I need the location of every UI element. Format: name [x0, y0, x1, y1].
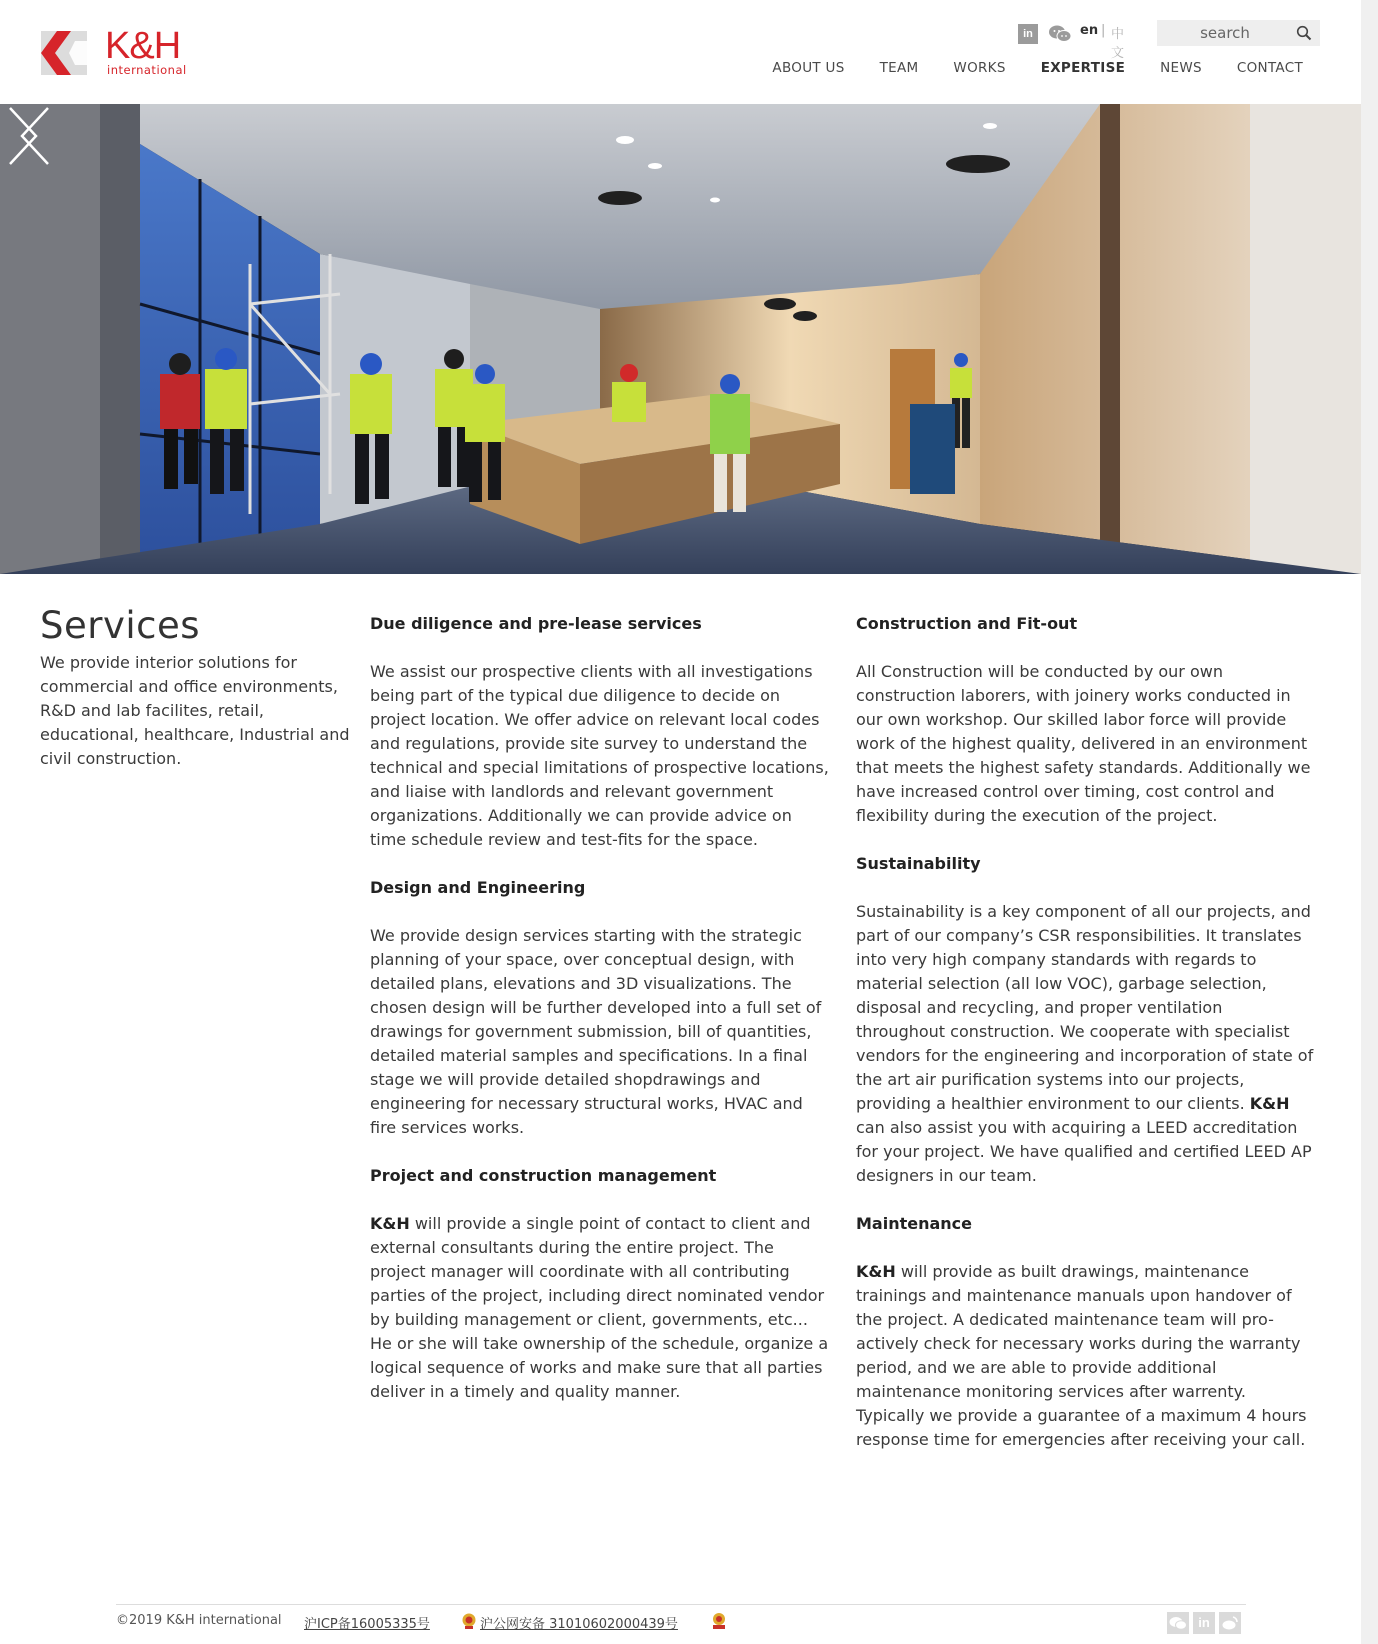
search-box — [1157, 20, 1320, 46]
section-body-text: will provide a single point of contact to client and external consultants during the entire project. The project manager will coordinate with all contributing parties of the project, including direct nominated vendor by building management or client, governments, etc... He or she will take ownership of the schedule, organize a logical sequence of works and make sure that all parties deliver in a timely and quality manner. — [370, 1214, 829, 1401]
nav-news[interactable]: NEWS — [1160, 60, 1202, 76]
section-design-engineering — [370, 876, 830, 1140]
linkedin-icon[interactable]: in — [1018, 24, 1038, 44]
hero-slider — [0, 104, 1361, 574]
section-title: Design and Engineering — [370, 878, 586, 897]
section-title: Sustainability — [856, 854, 981, 873]
brand-logo[interactable] — [41, 25, 191, 78]
brand-subtitle: international — [107, 63, 187, 77]
section-project-management — [370, 1164, 830, 1404]
brand-chevron-icon — [41, 31, 87, 75]
nav-works[interactable]: WORKS — [953, 60, 1006, 76]
lang-zh-link[interactable]: 中文 — [1111, 27, 1125, 61]
search-input[interactable] — [1165, 23, 1285, 43]
wechat-icon[interactable] — [1048, 24, 1072, 44]
section-title: Project and construction management — [370, 1166, 717, 1185]
brand-name: K&H — [105, 25, 181, 67]
weibo-icon[interactable] — [1219, 1612, 1241, 1634]
hero-construction-photo — [0, 104, 1361, 574]
section-title: Construction and Fit-out — [856, 614, 1078, 633]
section-body — [856, 1260, 1316, 1404]
section-body — [370, 1212, 830, 1404]
section-construction-fitout — [856, 612, 1316, 828]
wechat-icon[interactable] — [1167, 1612, 1189, 1634]
main-nav — [737, 60, 1303, 76]
page-title: Services — [40, 604, 201, 647]
lang-en-link[interactable]: en — [1080, 23, 1099, 38]
lang-separator: | — [1101, 23, 1106, 38]
search-icon[interactable] — [1296, 25, 1312, 41]
section-body: We assist our prospective clients with all investigations being part of the typical due diligence to decide on project location. We offer advice on relevant local codes and regulations, provide site survey to understand the technical and special limitations of prospective locations, and liaise with landlords and relevant government organizations. Additionally we can provide advice on time schedule review and test-fits for the space. — [370, 662, 829, 849]
section-body — [856, 900, 1316, 1188]
linkedin-icon[interactable]: in — [1193, 1612, 1215, 1634]
section-body-second: Typically we provide a guarantee of a maximum 4 hours response time for emergencies after receiving your call. — [856, 1406, 1307, 1449]
slider-next-arrow-icon[interactable] — [0, 104, 40, 168]
nav-expertise[interactable]: EXPERTISE — [1040, 60, 1126, 76]
section-due-diligence — [370, 612, 830, 852]
footer-copyright: ©2019 K&H international — [116, 1613, 282, 1628]
nav-team[interactable]: TEAM — [879, 60, 919, 76]
police-badge-icon[interactable] — [711, 1612, 727, 1630]
footer-police-link[interactable]: 沪公网安备 31010602000439号 — [480, 1617, 678, 1632]
scrollbar-track[interactable] — [1361, 0, 1378, 1644]
section-body: All Construction will be conducted by our own construction laborers, with joinery works conducted in our own workshop. Our skilled labor force will provide work of the highest quality, delivered in an environment that meets the highest safety standards. Additionally we have increased control over timing, cost control and flexibility during the execution of the project. — [856, 662, 1311, 825]
brand-inline: K&H — [856, 1262, 896, 1281]
brand-inline: K&H — [370, 1214, 410, 1233]
services-column-right — [856, 612, 1316, 1476]
brand-inline: K&H — [1249, 1094, 1290, 1113]
section-body-text: Sustainability is a key component of all our projects, and part of our company’s CSR responsibilities. It translates into very high company standards with regards to material selection (all low VOC), garbage selection, disposal and recycling, and proper ventilation throughout construction. We cooperate with specialist vendors for the engineering and incorporation of state of the art air purification systems into our projects, providing a healthier environment to our clients. — [856, 902, 1314, 1113]
nav-about-us[interactable]: ABOUT US — [772, 60, 845, 76]
section-body-text: can also assist you with acquiring a LEED accreditation for your project. We have qualified and certified LEED AP designers in our team. — [856, 1118, 1312, 1185]
services-column-middle — [370, 612, 830, 1428]
section-sustainability — [856, 852, 1316, 1188]
services-intro: We provide interior solutions for commercial and office environments, R&D and lab facilites, retail, educational, healthcare, Industrial and civil construction. — [40, 653, 350, 768]
police-badge-icon — [461, 1612, 477, 1630]
section-body: We provide design services starting with the strategic planning of your space, over conceptual design, with detailed plans, elevations and 3D visualizations. The chosen design will be further developed into a full set of drawings for government submission, bill of quantities, detailed material samples and specifications. In a final stage we will provide detailed shopdrawings and engineering for necessary structural works, HVAC and fire services works. — [370, 926, 822, 1137]
section-body-text: will provide as built drawings, maintenance trainings and maintenance manuals upon handover of the project. A dedicated maintenance team will pro-actively check for necessary works during the warranty period, and we are able to provide additional maintenance monitoring services after warrenty. — [856, 1262, 1301, 1401]
section-maintenance — [856, 1212, 1316, 1452]
nav-contact[interactable]: CONTACT — [1236, 60, 1303, 76]
footer-icp-link[interactable]: 沪ICP备16005335号 — [304, 1617, 430, 1632]
footer-divider — [116, 1604, 1246, 1605]
section-title: Maintenance — [856, 1214, 973, 1233]
section-title: Due diligence and pre-lease services — [370, 614, 702, 633]
